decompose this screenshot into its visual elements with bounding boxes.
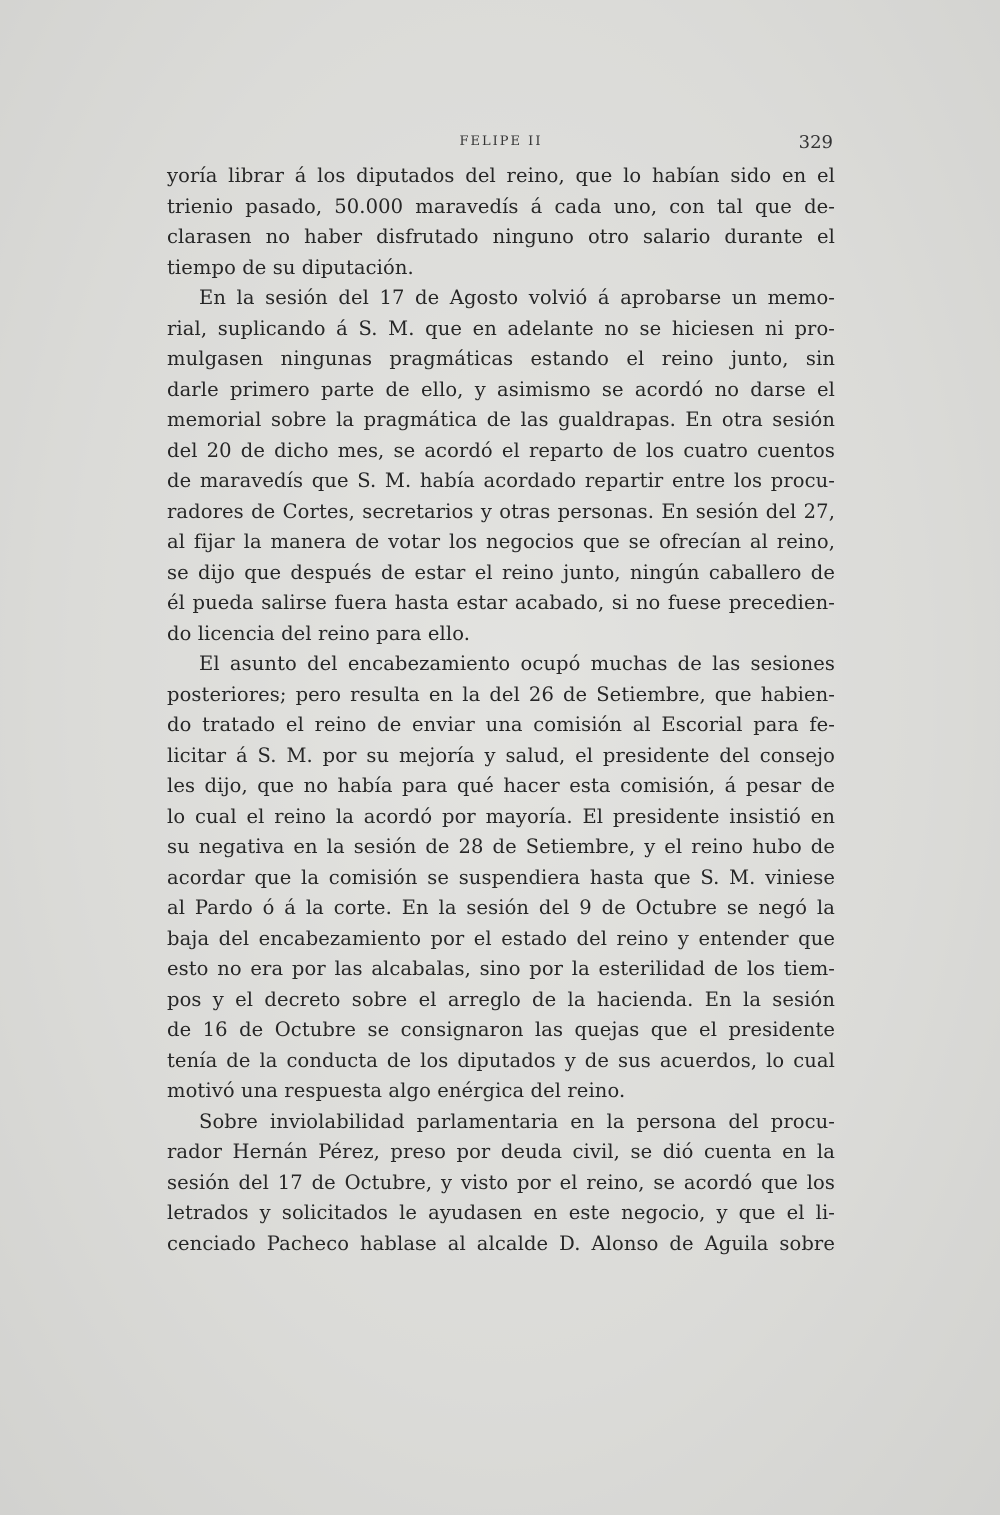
text-line: de maravedís que S. M. había acordado repartir entre los procu- [167, 469, 835, 492]
text-line: En la sesión del 17 de Agosto volvió á aprobarse un memo- [199, 286, 835, 309]
text-line: al fijar la manera de votar los negocios que se ofrecían al reino, [167, 530, 835, 553]
body-text [167, 161, 835, 1259]
text-line: su negativa en la sesión de 28 de Setiembre, y el reino hubo de [167, 835, 835, 858]
text-line: motivó una respuesta algo enérgica del reino. [167, 1079, 626, 1102]
text-line: al Pardo ó á la corte. En la sesión del 9 de Octubre se negó la [167, 896, 835, 919]
text-line: esto no era por las alcabalas, sino por la esterilidad de los tiem- [167, 957, 835, 980]
text-line: posteriores; pero resulta en la del 26 de Setiembre, que habien- [167, 682, 835, 706]
text-line: trienio pasado, 50.000 maravedís á cada uno, con tal que de- [167, 194, 835, 218]
running-title: FELIPE II [459, 134, 543, 149]
text-line: sesión del 17 de Octubre, y visto por el reino, se acordó que los [167, 1170, 835, 1194]
text-line: licitar á S. M. por su mejoría y salud, el presidente del consejo [167, 743, 835, 767]
text-line: darle primero parte de ello, y asimismo se acordó no darse el [167, 377, 835, 401]
text-line: de 16 de Octubre se consignaron las quejas que el presidente [167, 1018, 835, 1041]
text-line: letrados y solicitados le ayudasen en este negocio, y que el li- [167, 1201, 835, 1224]
text-line: memorial sobre la pragmática de las gualdrapas. En otra sesión [167, 408, 835, 431]
text-line: radores de Cortes, secretarios y otras personas. En sesión del 27, [167, 499, 835, 523]
text-line: yoría librar á los diputados del reino, que lo habían sido en el [167, 164, 835, 187]
text-line: él pueda salirse fuera hasta estar acabado, si no fuese precedien- [167, 591, 835, 614]
text-line: cenciado Pacheco hablase al alcalde D. Alonso de Aguila sobre [167, 1231, 835, 1255]
text-line: acordar que la comisión se suspendiera hasta que S. M. viniese [167, 865, 835, 889]
text-line: rador Hernán Pérez, preso por deuda civil, se dió cuenta en la [167, 1140, 835, 1163]
text-line: do tratado el reino de enviar una comisión al Escorial para fe- [167, 713, 835, 736]
page-number: 329 [798, 132, 833, 153]
text-line: tiempo de su diputación. [167, 255, 414, 279]
running-head [167, 132, 835, 152]
text-line: se dijo que después de estar el reino junto, ningún caballero de [167, 560, 835, 584]
text-line: rial, suplicando á S. M. que en adelante no se hiciesen ni pro- [167, 316, 835, 340]
text-line: clarasen no haber disfrutado ninguno otro salario durante el [167, 225, 835, 248]
text-line: del 20 de dicho mes, se acordó el reparto de los cuatro cuentos [167, 438, 835, 462]
text-line: lo cual el reino la acordó por mayoría. El presidente insistió en [167, 804, 835, 828]
text-line: Sobre inviolabilidad parlamentaria en la persona del procu- [199, 1109, 835, 1133]
text-line: do licencia del reino para ello. [167, 621, 471, 645]
text-line: les dijo, que no había para qué hacer esta comisión, á pesar de [167, 774, 835, 797]
text-line: El asunto del encabezamiento ocupó muchas de las sesiones [199, 652, 835, 675]
text-line: pos y el decreto sobre el arreglo de la hacienda. En la sesión [167, 987, 835, 1011]
text-line: mulgasen ningunas pragmáticas estando el reino junto, sin [167, 347, 835, 370]
text-line: baja del encabezamiento por el estado del reino y entender que [167, 926, 835, 950]
text-line: tenía de la conducta de los diputados y de sus acuerdos, lo cual [167, 1048, 835, 1072]
